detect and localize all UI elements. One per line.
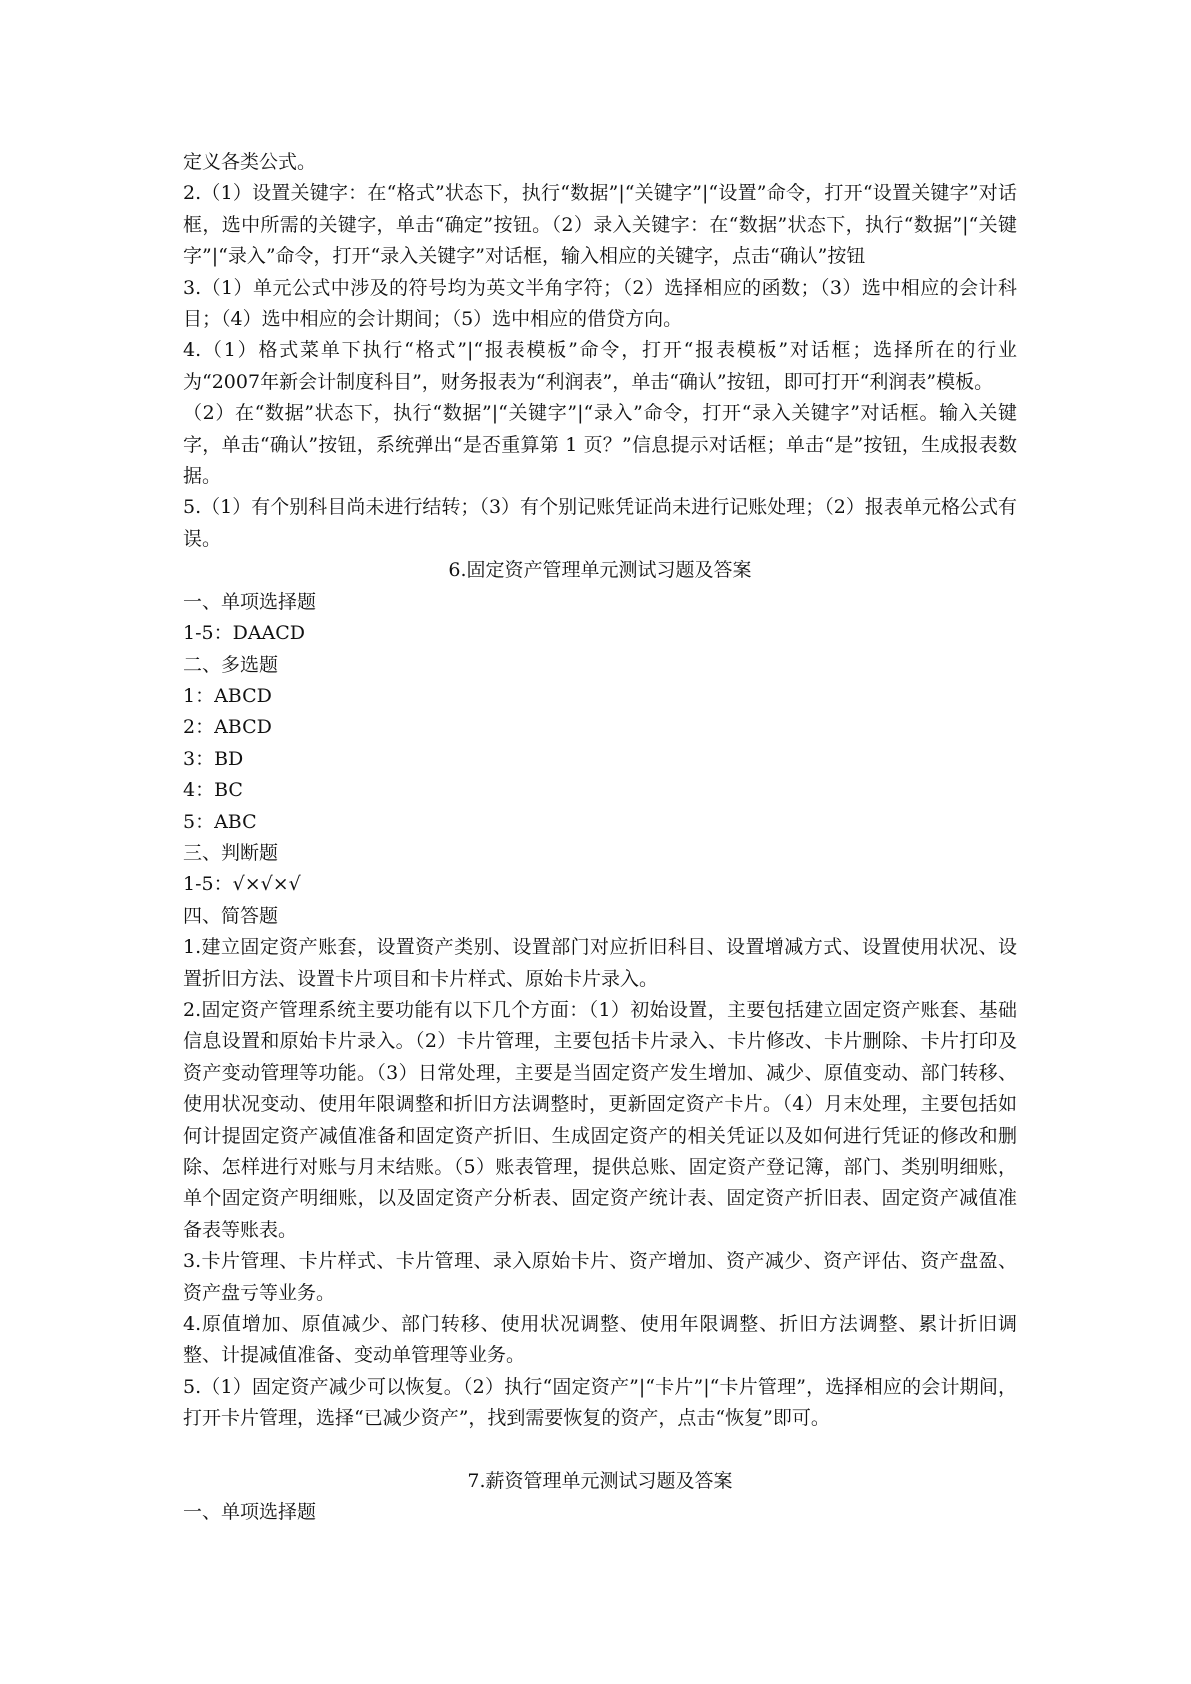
answer-paragraph: 1.建立固定资产账套，设置资产类别、设置部门对应折旧科目、设置增减方式、设置使用状况、设置折旧方法、设置卡片项目和卡片样式、原始卡片录入。 xyxy=(183,936,1017,990)
answer-paragraph: 5.（1）有个别科目尚未进行结转；（3）有个别记账凭证尚未进行记账处理；（2）报表单元格公式有误。 xyxy=(183,496,1017,550)
section-heading: 一、单项选择题 xyxy=(183,1501,317,1524)
answer-line: 2：ABCD xyxy=(183,716,272,739)
section-heading: 一、单项选择题 xyxy=(183,590,317,613)
answer-paragraph: 3.（1）单元公式中涉及的符号均为英文半角字符；（2）选择相应的函数；（3）选中相应的会计科目；（4）选中相应的会计期间；（5）选中相应的借贷方向。 xyxy=(183,276,1017,331)
answer-paragraph: 2.（1）设置关键字：在“格式”状态下，执行“数据”|“关键字”|“设置”命令，打开“设置关键字”对话框，选中所需的关键字，单击“确定”按钮。（2）录入关键字：在“数据”状态下，执行“数据”|“关键字”|“录入”命令，打开“录入关键字”对话框，输入相应的关键字，点击“确认”按钮 xyxy=(183,182,1017,268)
answer-line: 1-5：DAACD xyxy=(183,622,306,645)
blank-line xyxy=(183,1435,1017,1466)
answer-line: 1：ABCD xyxy=(183,684,272,707)
answer-line: 1-5：√×√×√ xyxy=(183,873,301,896)
answer-paragraph: 3.卡片管理、卡片样式、卡片管理、录入原始卡片、资产增加、资产减少、资产评估、资产盘盈、资产盘亏等业务。 xyxy=(183,1250,1017,1304)
answer-line: 5：ABC xyxy=(183,810,257,833)
answer-paragraph: 4.（1）格式菜单下执行“格式”|“报表模板”命令，打开“报表模板”对话框；选择所在的行业为“2007年新会计制度科目”，财务报表为“利润表”，单击“确认”按钮，即可打开“利润表”模板。 xyxy=(183,339,1017,393)
answer-paragraph: 5.（1）固定资产减少可以恢复。（2）执行“固定资产”|“卡片”|“卡片管理”，选择相应的会计期间，打开卡片管理，选择“已减少资产”，找到需要恢复的资产，点击“恢复”即可。 xyxy=(183,1375,1017,1430)
answer-line: 3：BD xyxy=(183,747,244,770)
section-title: 6.固定资产管理单元测试习题及答案 xyxy=(448,559,752,582)
section-heading: 二、多选题 xyxy=(183,653,279,676)
section-title: 7.薪资管理单元测试习题及答案 xyxy=(467,1469,733,1492)
section-heading: 四、简答题 xyxy=(183,904,279,927)
answer-line: 4：BC xyxy=(183,779,243,802)
answer-paragraph: （2）在“数据”状态下，执行“数据”|“关键字”|“录入”命令，打开“录入关键字”对话框。输入关键字，单击“确认”按钮，系统弹出“是否重算第 1 页？”信息提示对话框；单击“是”按钮，生成报表数据。 xyxy=(183,402,1017,488)
document-page xyxy=(183,147,1017,1528)
section-heading: 三、判断题 xyxy=(183,841,279,864)
answer-paragraph: 2.固定资产管理系统主要功能有以下几个方面：（1）初始设置，主要包括建立固定资产账套、基础信息设置和原始卡片录入。（2）卡片管理，主要包括卡片录入、卡片修改、卡片删除、卡片打印及资产变动管理等功能。（3）日常处理，主要是当固定资产发生增加、减少、原值变动、部门转移、使用状况变动、使用年限调整和折旧方法调整时，更新固定资产卡片。（4）月末处理，主要包括如何计提固定资产减值准备和固定资产折旧、生成固定资产的相关凭证以及如何进行凭证的修改和删除、怎样进行对账与月末结账。（5）账表管理，提供总账、固定资产登记簿，部门、类别明细账，单个固定资产明细账，以及固定资产分析表、固定资产统计表、固定资产折旧表、固定资产减值准备表等账表。 xyxy=(183,998,1017,1241)
paragraph: 定义各类公式。 xyxy=(183,151,317,173)
answer-paragraph: 4.原值增加、原值减少、部门转移、使用状况调整、使用年限调整、折旧方法调整、累计折旧调整、计提减值准备、变动单管理等业务。 xyxy=(183,1313,1017,1367)
